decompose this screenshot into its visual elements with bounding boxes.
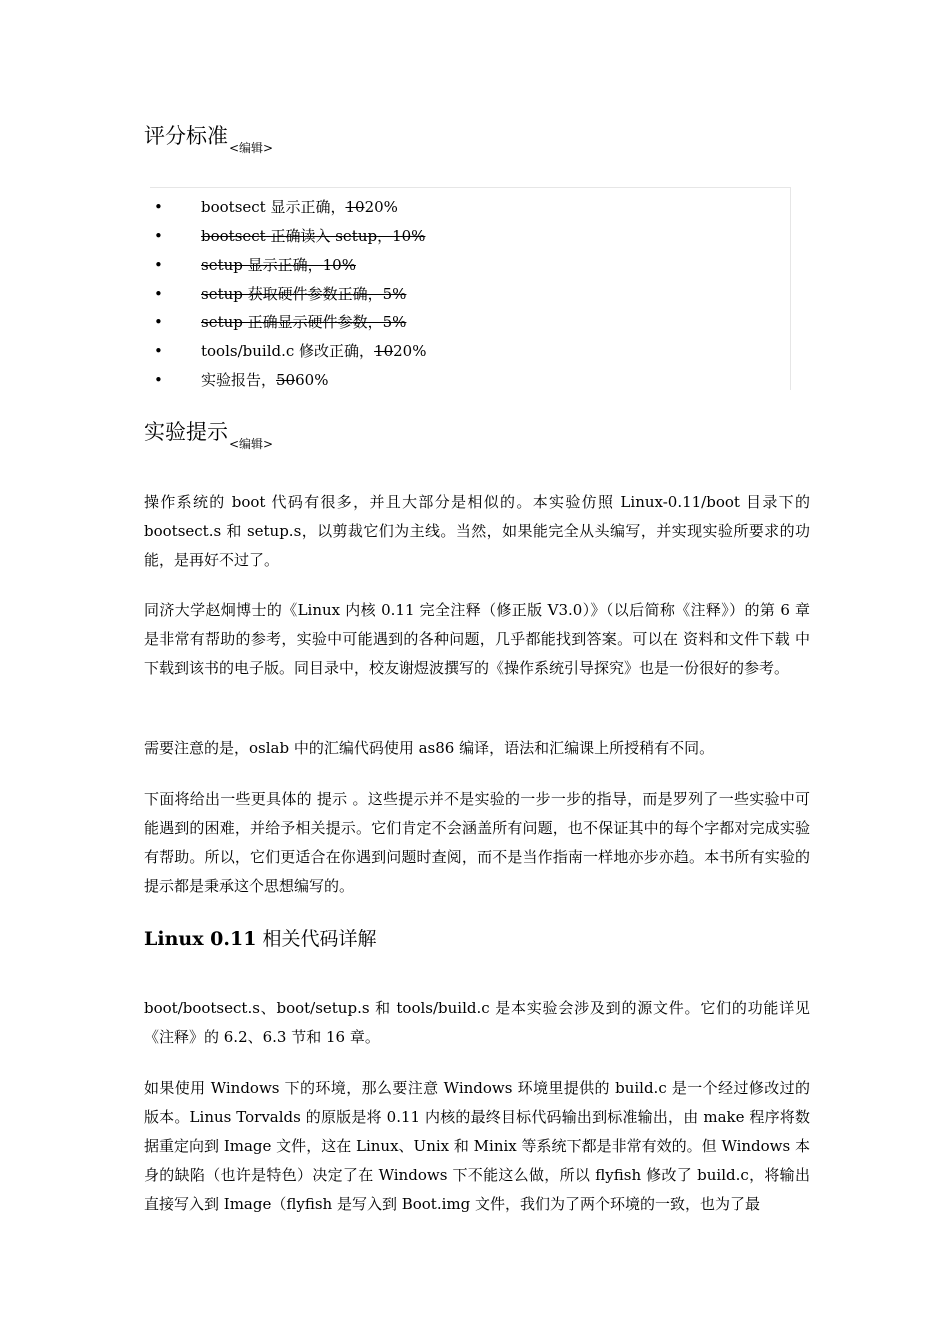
bullet-icon: •: [154, 342, 163, 360]
hints-paragraph: 需要注意的是，oslab 中的汇编代码使用 as86 编译，语法和汇编课上所授稍有不同。: [144, 739, 715, 757]
scoring-item: [201, 198, 398, 216]
scoring-heading-text: 评分标准: [144, 124, 228, 148]
linux-code-heading: [144, 926, 376, 952]
linux-paragraph: 如果使用 Windows 下的环境，那么要注意 Windows 环境里提供的 build.c 是一个经过修改过的版本。Linus Torvalds 的原版是将 0.11 内核的最终目标代码输出到标准输出，由 make 程序将数据重定向到 Image 文件，这在 Linux、Unix 和 Minix 等系统下都是非常有效的。但 Windows 本身的缺陷（也许是特色）决定了在 Windows 下不能这么做，所以 flyfish 修改了 build.c，将输出直接写入到 Image（flyfish 是写入到 Boot.img 文件，我们为了两个环境的一致，也为了最: [144, 1079, 810, 1213]
scoring-item-old-value: 50: [276, 371, 296, 389]
hints-heading: [144, 418, 273, 458]
scoring-item-old-value: 10: [345, 198, 365, 216]
scoring-item-text: tools/build.c 修改正确，: [201, 342, 375, 360]
bullet-icon: •: [154, 227, 163, 245]
linux-paragraph: boot/bootsect.s、boot/setup.s 和 tools/build.c 是本实验会涉及到的源文件。它们的功能详见《注释》的 6.2、6.3 节和 16 章。: [144, 999, 810, 1046]
linux-code-heading-rest: 相关代码详解: [256, 928, 377, 950]
hints-edit-link[interactable]: <编辑>: [229, 437, 274, 451]
scoring-item-new-value: 20%: [393, 342, 427, 360]
bullet-icon: •: [154, 256, 163, 274]
linux-code-heading-bold: Linux 0.11: [144, 928, 257, 950]
hints-paragraph: 操作系统的 boot 代码有很多，并且大部分是相似的。本实验仿照 Linux-0.11/boot 目录下的 bootsect.s 和 setup.s，以剪裁它们为主线。当然，如果能完全从头编写，并实现实验所要求的功能，是再好不过了。: [144, 493, 810, 569]
bullet-icon: •: [154, 371, 163, 389]
bullet-icon: •: [154, 285, 163, 303]
bullet-icon: •: [154, 313, 163, 331]
scoring-item: [201, 342, 426, 360]
scoring-item-old-value: 10: [374, 342, 394, 360]
scoring-item-text: 实验报告，: [201, 371, 277, 389]
scoring-edit-link[interactable]: <编辑>: [229, 141, 274, 155]
scoring-item-struck: setup 获取硬件参数正确，5%: [201, 285, 407, 303]
hints-heading-text: 实验提示: [144, 420, 228, 444]
scoring-item-struck: setup 显示正确，10%: [201, 256, 356, 274]
scoring-item-new-value: 20%: [364, 198, 398, 216]
scoring-item-struck: bootsect 正确读入 setup，10%: [201, 227, 426, 245]
scoring-item: [201, 371, 328, 389]
bullet-icon: •: [154, 198, 163, 216]
scoring-item-struck: setup 正确显示硬件参数，5%: [201, 313, 407, 331]
scoring-heading: [144, 122, 273, 162]
hints-paragraph: 下面将给出一些更具体的 提示 。这些提示并不是实验的一步一步的指导，而是罗列了一些实验中可能遇到的困难，并给予相关提示。它们肯定不会涵盖所有问题，也不保证其中的每个字都对完成实验有帮助。所以，它们更适合在你遇到问题时查阅，而不是当作指南一样地亦步亦趋。本书所有实验的提示都是秉承这个思想编写的。: [144, 790, 810, 895]
scoring-item-new-value: 60%: [295, 371, 329, 389]
scoring-item-text: bootsect 显示正确，: [201, 198, 346, 216]
hints-paragraph: 同济大学赵炯博士的《Linux 内核 0.11 完全注释（修正版 V3.0）》（以后简称《注释》）的第 6 章是非常有帮助的参考，实验中可能遇到的各种问题，几乎都能找到答案。可以在 资料和文件下载 中下载到该书的电子版。同目录中，校友谢煜波撰写的《操作系统引导探究》也是一份很好的参考。: [144, 601, 810, 677]
